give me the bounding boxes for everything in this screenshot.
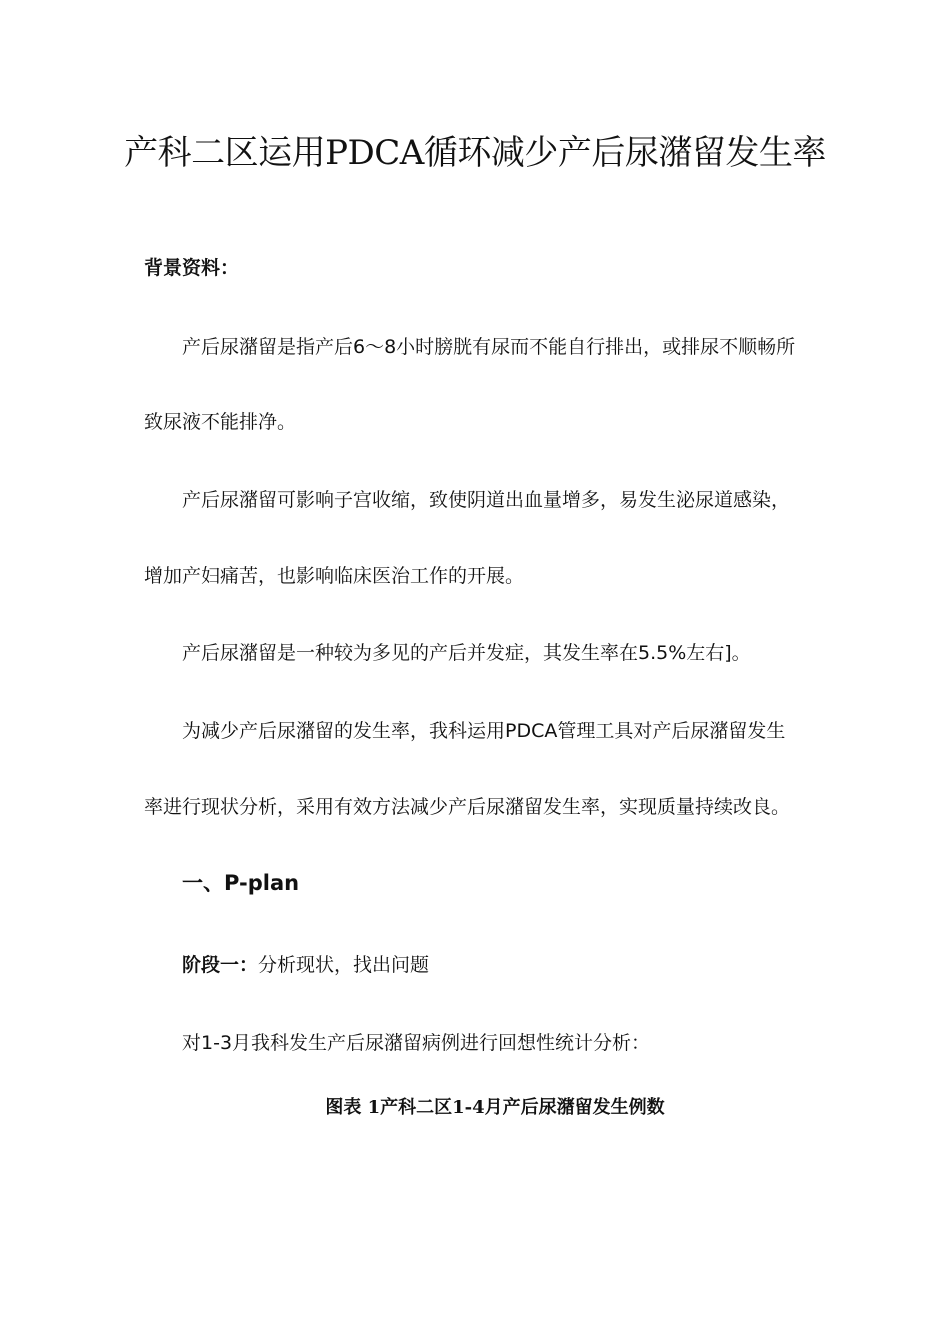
paragraph-3-line-1: 产后尿潴留是一种较为多见的产后并发症，其发生率在5.5%左右]。 <box>182 642 751 664</box>
stage-label: 阶段一： <box>182 954 259 976</box>
figure-caption: 图表 1产科二区1-4月产后尿潴留发生例数 <box>325 1097 665 1118</box>
paragraph-4-line-1: 为减少产后尿潴留的发生率，我科运用PDCA管理工具对产后尿潴留发生 <box>182 720 786 742</box>
stage-text: 分析现状，找出问题 <box>258 954 430 976</box>
paragraph-2-line-1: 产后尿潴留可影响子宫收缩，致使阴道出血量增多，易发生泌尿道感染， <box>182 489 791 511</box>
section-heading-plan: 一、P-plan <box>182 871 300 895</box>
paragraph-1-line-2: 致尿液不能排净。 <box>144 411 297 433</box>
paragraph-4-line-2: 率进行现状分析，采用有效方法减少产后尿潴留发生率，实现质量持续改良。 <box>144 796 791 818</box>
stage-one-line <box>182 951 429 979</box>
analysis-intro: 对1-3月我科发生产后尿潴留病例进行回想性统计分析： <box>182 1032 651 1054</box>
document-title: 产科二区运用PDCA循环减少产后尿潴留发生率 <box>124 133 826 173</box>
background-heading: 背景资料： <box>144 257 240 279</box>
paragraph-2-line-2: 增加产妇痛苦，也影响临床医治工作的开展。 <box>144 565 525 587</box>
paragraph-1-line-1: 产后尿潴留是指产后6～8小时膀胱有尿而不能自行排出，或排尿不顺畅所 <box>182 336 796 358</box>
